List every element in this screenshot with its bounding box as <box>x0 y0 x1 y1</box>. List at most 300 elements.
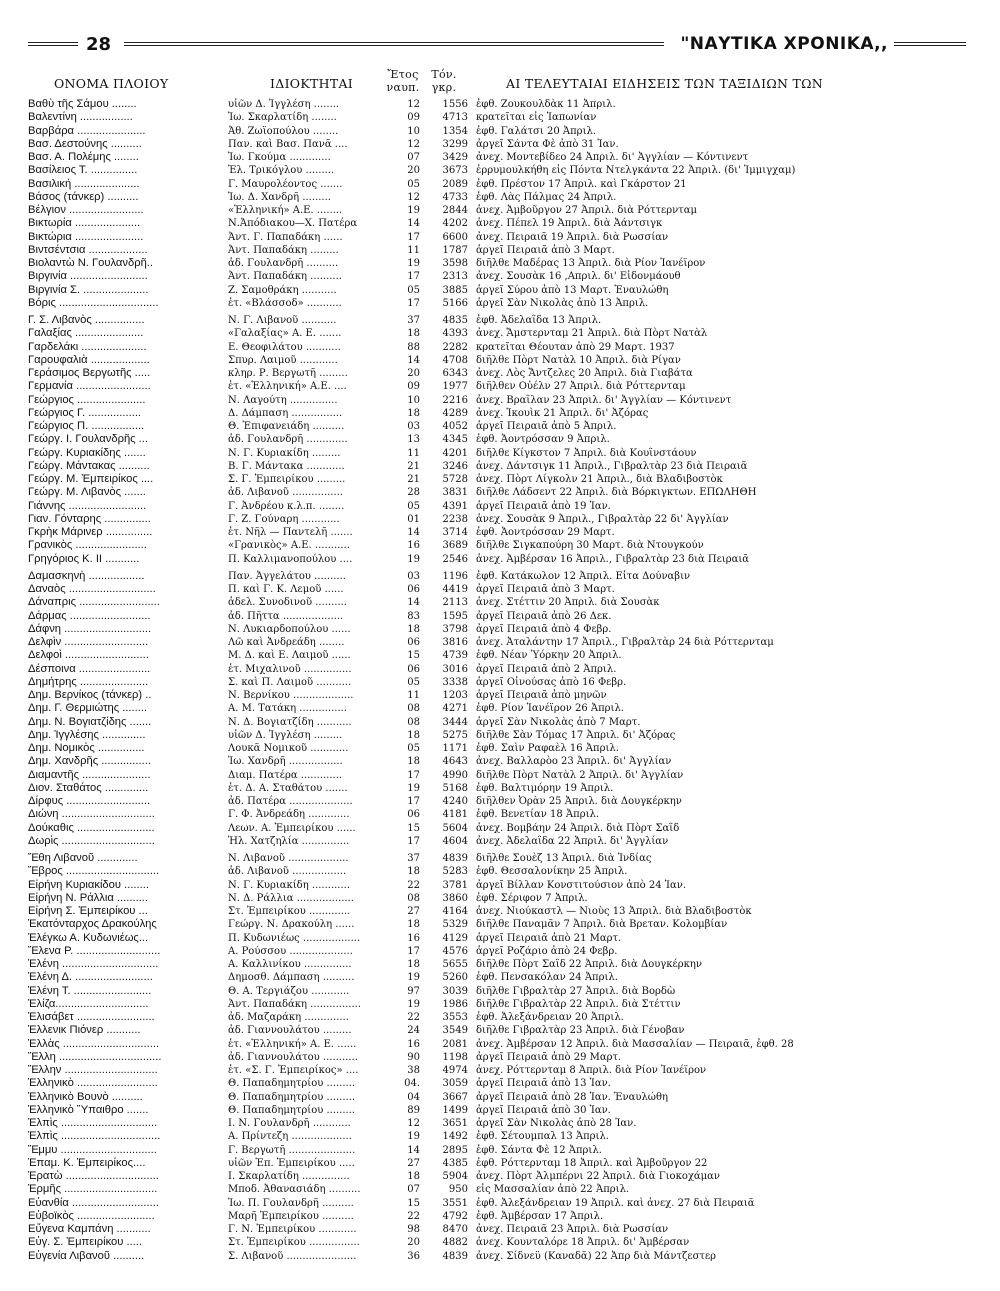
gross-tons: 4201 <box>442 447 468 459</box>
table-row <box>22 341 962 354</box>
voyage-news: ἀργεῖ Σὰν Νικολὰς ἀπὸ 13 Ἀπριλ. <box>476 297 649 309</box>
voyage-news: ἀνεχ. Ἰκουὶκ 21 Ἀπριλ. δι' Ἀζόρας <box>476 407 649 419</box>
table-row <box>22 460 962 473</box>
ship-name: Εὐγενία Λιβανοῦ .......... <box>28 1249 145 1262</box>
build-year: 06 <box>407 637 420 648</box>
build-year: 07 <box>407 152 420 163</box>
owner-name: Γ. Ζ. Γούναρη ............ <box>228 513 340 525</box>
gross-tons: 4713 <box>442 112 468 124</box>
column-header-tons <box>426 68 462 94</box>
owner-name: Μποδ. Ἀθανασιάδη .......... <box>228 1184 361 1196</box>
ship-name: Βασ. Δεστούνης .......... <box>28 137 142 150</box>
gross-tons: 4240 <box>442 796 468 807</box>
gross-tons: 2546 <box>442 553 468 565</box>
ship-name: Ἔθη Λιβανοῦ ............. <box>28 852 138 864</box>
voyage-news: ἀργεῖ Πειραιᾶ ἀπὸ 28 Ἰαν. Ἐναυλώθη <box>476 1091 668 1103</box>
voyage-news: ἐφθ. Κατάκωλον 12 Ἀπριλ. Εἶτα Δούναβιν <box>476 570 691 582</box>
owner-name: Ἰω. Σκαρλατίδη ........ <box>228 112 337 124</box>
owner-name: Λῶ καὶ Ἀνδρεάδη ........ <box>228 637 345 648</box>
ship-name: Ἑλληνικὸ Ὕπαιθρο ....... <box>28 1103 149 1116</box>
voyage-news: ἀνεχ. Ἀταλάντην 17 Ἀπριλ., Γιβραλτὰρ 24 διὰ Ρόττερνταμ <box>476 637 774 648</box>
owner-name: Ν.Ἀπόδιακου—Χ. Πατέρα <box>228 218 358 230</box>
build-year: 19 <box>407 553 420 565</box>
owner-name: Στ. Ἐμπειρίκου ............. <box>228 906 351 917</box>
gross-tons: 5728 <box>442 474 468 485</box>
build-year: 20 <box>407 1237 420 1249</box>
ship-name: Γιάννης ......................... <box>28 499 147 512</box>
gross-tons: 3667 <box>442 1091 468 1103</box>
table-row <box>22 663 962 676</box>
gross-tons: 2216 <box>442 394 468 406</box>
build-year: 17 <box>407 835 420 847</box>
build-year: 19 <box>407 258 420 269</box>
ship-name: Βιργινία ......................... <box>28 270 148 283</box>
build-year: 04. <box>404 1078 420 1090</box>
owner-name: Σπυρ. Λαιμοῦ ............ <box>228 354 338 366</box>
voyage-news: ἀνεχ. Ἀμβέρσαν 16 Ἀπριλ., Γιβραλτὰρ 23 διὰ Πειραιᾶ <box>476 553 750 565</box>
build-year: 27 <box>407 1157 420 1169</box>
voyage-news: ἀνεχ. Δάντσιγκ 11 Ἀπριλ., Γιβραλτὰρ 23 διὰ Πειραιᾶ <box>476 460 748 472</box>
gross-tons: 5283 <box>442 866 468 878</box>
ship-name: Ἔμμυ ............................... <box>28 1143 157 1156</box>
column-header-tons-line1: Τόν. <box>431 68 457 81</box>
table-row <box>22 98 962 111</box>
table-row <box>22 204 962 217</box>
table-row <box>22 394 962 407</box>
gross-tons: 4974 <box>442 1065 468 1076</box>
ship-name: Βέλγιον ........................ <box>28 204 144 216</box>
build-year: 20 <box>407 368 420 379</box>
build-year: 88 <box>407 341 420 353</box>
owner-name: υἱῶν Ἐπ. Ἐμπειρίκου ..... <box>228 1157 355 1169</box>
gross-tons: 3016 <box>442 663 468 675</box>
build-year: 20 <box>407 165 420 177</box>
build-year: 17 <box>407 297 420 309</box>
ship-name: Δάναπρις .......................... <box>28 596 160 609</box>
gross-tons: 2081 <box>442 1038 468 1050</box>
build-year: 12 <box>407 99 420 110</box>
gross-tons: 1499 <box>442 1104 468 1116</box>
build-year: 04 <box>407 1091 420 1103</box>
ship-name: Διαμαντῆς ...................... <box>28 768 151 781</box>
gross-tons: 3816 <box>442 637 468 648</box>
table-row <box>22 270 962 283</box>
owner-name: Β. Γ. Μάντακα ............ <box>228 460 345 472</box>
voyage-news: ἐφθ. Ἀμβέρσαν 17 Ἀπριλ. <box>476 1210 604 1222</box>
owner-name: υἱῶν Δ. Ἰγγλέση ........ <box>228 99 340 110</box>
voyage-news: ἀργεῖ Πειραιᾶ ἀπὸ 4 Φεβρ. <box>476 623 612 635</box>
table-row <box>22 327 962 340</box>
owner-name: Θ. Ἐπιφανειάδη .......... <box>228 421 345 432</box>
ship-name: Ἐλπὶς ............................... <box>28 1117 158 1129</box>
table-row <box>22 623 962 636</box>
voyage-news: ἀργεῖ Οἰνούσας ἀπὸ 16 Φεβρ. <box>476 676 627 688</box>
gross-tons: 4164 <box>442 906 468 917</box>
ship-name: Βασιλική ..................... <box>28 177 140 190</box>
ship-name: Εὐβοϊκὸς ......................... <box>28 1209 155 1222</box>
build-year: 17 <box>407 769 420 781</box>
gross-tons: 1492 <box>442 1131 468 1143</box>
magazine-title: "ΝΑΥΤΙΚΑ ΧΡΟΝΙΚΑ,, <box>674 34 894 54</box>
build-year: 17 <box>407 271 420 283</box>
owner-name: Δ. Δάμπαση ................ <box>228 407 343 419</box>
voyage-news: ἀργεῖ Πειραιᾶ ἀπὸ 5 Ἀπριλ. <box>476 421 617 432</box>
build-year: 17 <box>407 796 420 807</box>
voyage-news: ἐφθ. Ἀλεξάνδρειαν 20 Ἀπριλ. <box>476 1012 624 1023</box>
table-row <box>22 178 962 191</box>
voyage-news: διῆλθε Λάδσεντ 22 Ἀπριλ. διὰ Βόρκιγκτων. ΕΠΩΛΗΘΗ <box>476 487 757 499</box>
build-year: 18 <box>407 623 420 635</box>
table-row <box>22 473 962 486</box>
voyage-news: ἀργεῖ Πειραιᾶ ἀπὸ 13 Ἰαν. <box>476 1078 611 1090</box>
ship-name: Γρανικὸς ....................... <box>28 539 147 552</box>
build-year: 19 <box>407 782 420 794</box>
owner-name: ἑτ. «Ἑλληνική» Α.Ε. .... <box>228 381 347 393</box>
voyage-news: ἐφθ. Σαὶν Ραφαὲλ 16 Ἀπριλ. <box>476 743 619 754</box>
ship-name: Δημ. Ἰγγλέσης .............. <box>28 728 146 741</box>
build-year: 27 <box>407 906 420 917</box>
table-row <box>22 500 962 513</box>
voyage-news: ἀργεῖ Πειραιᾶ ἀπὸ 2 Ἀπριλ. <box>476 663 617 675</box>
voyage-news: ἐφθ. Γαλάτσι 20 Ἀπριλ. <box>476 125 596 137</box>
owner-name: Ν. Λυκιαρδοπούλου ...... <box>228 623 351 635</box>
gross-tons: 3714 <box>442 527 468 538</box>
build-year: 28 <box>407 487 420 499</box>
ship-name: Ἔλλη ................................. <box>28 1050 162 1063</box>
owner-name: Ν. Δ. Ράλλια .................. <box>228 892 354 904</box>
gross-tons: 5168 <box>442 782 468 794</box>
gross-tons: 1198 <box>442 1051 468 1063</box>
ship-name: Δημ. Νομικὸς ............... <box>28 742 145 754</box>
owner-name: Ἐλ. Τρικόγλου ......... <box>228 165 335 177</box>
voyage-news: ἀνεχ. Πέπελ 19 Ἀπριλ. διὰ Ἀάντσιγκ <box>476 218 663 230</box>
ship-name: Βασ. Α. Πολέμης ........ <box>28 151 139 163</box>
owner-name: Α. Πρίντεζη ................... <box>228 1131 352 1143</box>
gross-tons: 4792 <box>442 1210 468 1222</box>
voyage-news: ἀργεῖ Πειραιᾶ ἀπὸ 3 Μαρτ. <box>476 244 615 256</box>
page-header <box>22 30 972 64</box>
ship-name: Ἐλπὶς ................................ <box>28 1130 161 1143</box>
table-row <box>22 985 962 998</box>
ship-name: Βασίλειος Τ. ............... <box>28 164 138 177</box>
owner-name: ἀδ. Λιβανοῦ ................. <box>228 866 347 878</box>
build-year: 89 <box>407 1104 420 1116</box>
owner-name: Ν. Βερνίκου ................... <box>228 690 354 701</box>
ship-name: Δέσποινα ....................... <box>28 662 151 675</box>
gross-tons: 3553 <box>442 1012 468 1023</box>
ship-name: Δίρφυς ........................... <box>28 795 151 807</box>
build-year: 24 <box>407 1025 420 1037</box>
table-row <box>22 1051 962 1064</box>
gross-tons: 3551 <box>442 1197 468 1209</box>
voyage-news: κρατεῖται Θέουταν ἀπὸ 29 Μαρτ. 1937 <box>476 341 675 353</box>
gross-tons: 2113 <box>442 597 468 609</box>
voyage-news: διῆλθε Γιβραλτὰρ 22 Ἀπριλ. διὰ Στέττιν <box>476 998 681 1010</box>
gross-tons: 6343 <box>442 368 468 379</box>
table-row <box>22 716 962 729</box>
table-row <box>22 1117 962 1130</box>
table-row <box>22 1077 962 1090</box>
voyage-news: ἐρρυμουλκήθη εἰς Πόντα Ντελγκάντα 22 Ἀπριλ. (δι' Ἰμμιγχαμ) <box>476 165 796 177</box>
owner-name: Ν. Γ. Κυριακίδη ............ <box>228 879 351 891</box>
ship-name: Εἰρήνη Ν. Ράλλια .......... <box>28 891 149 904</box>
build-year: 18 <box>407 959 420 970</box>
build-year: 14 <box>407 527 420 538</box>
voyage-news: διῆλθεν Ὀρὰν 25 Ἀπριλ. διὰ Δουγκέρκην <box>476 796 682 807</box>
build-year: 19 <box>407 205 420 216</box>
table-row <box>22 945 962 958</box>
build-year: 18 <box>407 729 420 741</box>
gross-tons: 4739 <box>442 650 468 662</box>
gross-tons: 950 <box>448 1184 468 1196</box>
voyage-news: ἐφθ. Νέαν Ὑόρκην 20 Ἀπριλ. <box>476 650 622 662</box>
ship-name: Γεώργ. Ι. Γουλανδρῆς ... <box>28 433 149 446</box>
voyage-news: ἐφθ. Σέτουμπαλ 13 Ἀπριλ. <box>476 1131 609 1143</box>
voyage-news: ἐφθ. Ρόττερνταμ 18 Ἀπριλ. καὶ Ἀμβοῦργον 22 <box>476 1157 708 1169</box>
owner-name: Ι. Σκαρλατίδη ............... <box>228 1171 350 1182</box>
owner-name: Μ. Δ. καὶ Ε. Λαιμοῦ ...... <box>228 650 351 662</box>
owner-name: Παν. καὶ Βασ. Πανᾶ .... <box>228 138 348 150</box>
build-year: 98 <box>407 1224 420 1235</box>
build-year: 14 <box>407 597 420 609</box>
gross-tons: 4052 <box>442 421 468 432</box>
build-year: 08 <box>407 703 420 715</box>
voyage-news: κρατεῖται εἰς Ἰαπωνίαν <box>476 112 597 124</box>
voyage-news: ἐφθ. Πενσακόλαν 24 Ἀπριλ. <box>476 972 618 984</box>
ship-name: Δημ. Χανδρῆς ................ <box>28 755 151 768</box>
build-year: 14 <box>407 218 420 230</box>
table-row <box>22 852 962 865</box>
voyage-news: ἀνεχ. Ἀμβέρσαν 12 Ἀπριλ. διὰ Μασσαλίαν — Πειραιᾶ, ἐφθ. 28 <box>476 1038 794 1050</box>
owner-name: Ν. Λαγούτη ............... <box>228 394 338 406</box>
gross-tons: 4576 <box>442 945 468 957</box>
voyage-news: διῆλθε Σιγκαπούρη 30 Μαρτ. διὰ Ντουγκούν <box>476 540 704 552</box>
ship-name: Ἐρμῆς .............................. <box>28 1183 158 1196</box>
ship-name: Δάρμας .......................... <box>28 609 151 622</box>
voyage-news: ἀνεχ. Βομβάην 24 Ἀπριλ. διὰ Πὸρτ Σαΐδ <box>476 822 680 834</box>
build-year: 16 <box>407 932 420 944</box>
build-year: 16 <box>407 1038 420 1050</box>
ship-name: Ἐρατὼ .............................. <box>28 1170 159 1182</box>
column-header-ship: ΟΝΟΜΑ ΠΛΟΙΟΥ <box>54 76 169 91</box>
owner-name: Γ. Βεργωτῆ ..................... <box>228 1144 356 1156</box>
table-row <box>22 447 962 460</box>
voyage-news: ἐφθ. Ἀδελαΐδα 13 Ἀπριλ. <box>476 315 602 326</box>
table-row <box>22 486 962 499</box>
build-year: 10 <box>407 394 420 406</box>
gross-tons: 5904 <box>442 1171 468 1182</box>
ship-name: Γαρδελάκι ..................... <box>28 340 147 353</box>
build-year: 37 <box>407 853 420 864</box>
owner-name: ἑτ. «Ἑλληνική» Α. Ε. ...... <box>228 1038 357 1050</box>
voyage-news: ἀνεχ. Πειραιᾶ 19 Ἀπριλ. διὰ Ρωσσίαν <box>476 231 669 243</box>
table-row <box>22 217 962 230</box>
ship-name: Ἐπαμ. Κ. Ἐμπειρίκος.... <box>28 1156 146 1169</box>
ship-name: Γεώργ. Μ. Λιβανὸς ....... <box>28 486 146 499</box>
table-row <box>22 742 962 755</box>
build-year: 12 <box>407 191 420 203</box>
owner-name: Α. Καλλινίκου ............... <box>228 959 352 970</box>
voyage-news: ἀργεῖ Πειραιᾶ ἀπὸ 26 Δεκ. <box>476 610 612 622</box>
voyage-news: ἐφθ. Βαλτιμόρην 19 Ἀπριλ. <box>476 782 614 794</box>
table-row <box>22 822 962 835</box>
voyage-news: ἀνεχ. Βραΐλαν 23 Ἀπριλ. δι' Ἀγγλίαν — Κόντινεντ <box>476 394 732 406</box>
owner-name: Ἰω. Δ. Χανδρῆ ......... <box>228 191 331 203</box>
ship-name: Δαναὸς ............................ <box>28 583 156 595</box>
voyage-news: ἀνεχ. Σίδνεϋ (Καναδᾶ) 22 Ἀπρ διὰ Μάντζεστερ <box>476 1250 717 1262</box>
build-year: 01 <box>407 513 420 525</box>
table-row <box>22 138 962 151</box>
column-header-owner: ΙΔΙΟΚΤΗΤΑΙ <box>270 76 354 91</box>
build-year: 13 <box>407 434 420 446</box>
gross-tons: 1171 <box>442 743 468 754</box>
build-year: 37 <box>407 315 420 326</box>
gross-tons: 3338 <box>442 676 468 688</box>
owner-name: ἀδελ. Συνοδινοῦ .......... <box>228 597 347 609</box>
voyage-news: ἀργεῖ Βίλλαν Κονστιτούσιον ἀπὸ 24 Ἰαν. <box>476 879 686 891</box>
build-year: 18 <box>407 1171 420 1182</box>
owner-name: Σ. Γ. Ἐμπειρίκου ......... <box>228 474 346 485</box>
ship-name: Γεώργιος Π. ................. <box>28 420 145 432</box>
ship-name: Δημ. Βερνίκος (τάνκερ) .. <box>28 689 152 701</box>
voyage-news: ἀνεχ. Νιούκαστλ — Νιοὺς 13 Ἀπριλ. διὰ Βλαδιβοστὸκ <box>476 906 752 917</box>
build-year: 11 <box>407 244 420 256</box>
page-number: 28 <box>80 34 117 55</box>
table-row <box>22 932 962 945</box>
owner-name: ἀδ. Πῆττα ................... <box>228 610 344 622</box>
table-row <box>22 380 962 393</box>
ship-name: Δαμασκηνὴ .................. <box>28 569 145 582</box>
table-row <box>22 433 962 446</box>
gross-tons: 4643 <box>442 756 468 768</box>
gross-tons: 5275 <box>442 729 468 741</box>
ship-name: Ἔβρος .............................. <box>28 865 160 878</box>
table-row <box>22 865 962 878</box>
table-row <box>22 191 962 204</box>
table-row <box>22 1197 962 1210</box>
ship-name: Δημ. Ν. Βογιατζίδης ....... <box>28 715 152 728</box>
owner-name: Θ. Παπαδημητρίου ......... <box>228 1104 356 1116</box>
build-year: 15 <box>407 650 420 662</box>
owner-name: Ε. Θεοφιλάτου ........... <box>228 341 341 353</box>
ship-name: Ἑλένη Τ. ......................... <box>28 984 152 997</box>
gross-tons: 3651 <box>442 1118 468 1129</box>
build-year: 22 <box>407 879 420 891</box>
build-year: 06 <box>407 809 420 821</box>
gross-tons: 4385 <box>442 1157 468 1169</box>
build-year: 18 <box>407 328 420 340</box>
table-row <box>22 1064 962 1077</box>
gross-tons: 4181 <box>442 809 468 821</box>
ship-name: Δάφνη ............................ <box>28 622 152 635</box>
voyage-news: ἀργεῖ Ροζάριο ἀπὸ 24 Φεβρ. <box>476 945 618 957</box>
owner-name: Θ. Παπαδημητρίου ......... <box>228 1078 356 1090</box>
owner-name: Π. καὶ Γ. Κ. Λεμοῦ ...... <box>228 584 344 595</box>
owner-name: Γ. Ν. Ἐμπειρίκου ............ <box>228 1224 357 1235</box>
ship-name: Βικτώρια ...................... <box>28 230 144 243</box>
build-year: 17 <box>407 945 420 957</box>
owner-name: Στ. Ἐμπειρίκου ................ <box>228 1237 360 1249</box>
ship-name: Εἰρήνη Σ. Ἐμπειρίκου ... <box>28 905 148 917</box>
build-year: 22 <box>407 1012 420 1023</box>
ship-name: Ἑλληνικὸ .......................... <box>28 1077 158 1090</box>
gross-tons: 4393 <box>442 328 468 340</box>
voyage-news: ἀνεχ. Σουσὰκ 9 Ἀπριλ., Γιβραλτὰρ 22 δι' Ἀγγλίαν <box>476 513 729 525</box>
build-year: 05 <box>407 284 420 296</box>
owner-name: Σ. Λιβανοῦ ...................... <box>228 1250 357 1262</box>
ship-name: Γκρὴκ Μάρινερ ............... <box>28 526 153 538</box>
table-row <box>22 649 962 662</box>
build-year: 03 <box>407 570 420 582</box>
ship-name: Βαρβάρα ...................... <box>28 124 146 137</box>
table-row <box>22 971 962 984</box>
voyage-news: ἀργεῖ Πειραιᾶ ἀπὸ 3 Μαρτ. <box>476 584 615 595</box>
gross-tons: 1595 <box>442 610 468 622</box>
gross-tons: 2282 <box>442 341 468 353</box>
gross-tons: 3444 <box>442 716 468 728</box>
build-year: 11 <box>407 690 420 701</box>
ship-name: Ἔλλην .............................. <box>28 1064 158 1076</box>
build-year: 90 <box>407 1051 420 1063</box>
voyage-news: ἀνεχ. Στέττιν 20 Ἀπριλ. διὰ Σουσὰκ <box>476 597 660 609</box>
build-year: 38 <box>407 1065 420 1076</box>
owner-name: Γ. Φ. Ἀνδρεάδη ............. <box>228 809 350 821</box>
header-rule-middle <box>124 42 664 46</box>
owner-name: «Ἑλληνική» Α.Ε. ........ <box>228 205 343 216</box>
table-row <box>22 596 962 609</box>
ship-name: Ἑλληνικὸ Βουνὸ .......... <box>28 1090 143 1103</box>
owner-name: Ι. Ν. Γουλανδρῆ ............ <box>228 1118 351 1129</box>
table-row <box>22 297 962 310</box>
table-row <box>22 539 962 552</box>
table-row <box>22 367 962 380</box>
gross-tons: 3246 <box>442 460 468 472</box>
build-year: 11 <box>407 447 420 459</box>
owner-name: Ἰω. Π. Γουλανδρῆ .......... <box>228 1197 354 1209</box>
ship-name: Γεώργιος ...................... <box>28 393 146 406</box>
voyage-news: διῆλθε Κίγκστον 7 Ἀπριλ. διὰ Κουΐνστάουν <box>476 447 697 459</box>
build-year: 05 <box>407 178 420 190</box>
owner-name: Ἀντ. Παπαδάκη ................ <box>228 998 362 1010</box>
table-row <box>22 1236 962 1249</box>
table-row <box>22 284 962 297</box>
voyage-news: ἐφθ. Ἀλεξάνδρειαν 19 Ἀπριλ. καὶ ἀνεχ. 27 διὰ Πειραιᾶ <box>476 1197 755 1209</box>
build-year: 21 <box>407 474 420 485</box>
gross-tons: 5655 <box>442 959 468 970</box>
owner-name: κληρ. Ρ. Βεργωτῆ ......... <box>228 368 348 379</box>
owner-name: Μαρῆ Ἐμπειρίκου .......... <box>228 1210 354 1222</box>
owner-name: ἑτ. «Σ. Γ. Ἐμπειρίκος» .... <box>228 1065 359 1076</box>
voyage-news: ἀνεχ. Πὸρτ Ἀλμπέρνι 22 Ἀπριλ. διὰ Γιοκοχάμαν <box>476 1171 720 1182</box>
voyage-news: ἀνεχ. Πὸρτ Λίγκολν 21 Ἀπριλ., διὰ Βλαδιβοστὸκ <box>476 474 723 485</box>
header-rule-left <box>28 42 78 46</box>
build-year: 18 <box>407 919 420 931</box>
table-row <box>22 755 962 768</box>
build-year: 18 <box>407 407 420 419</box>
column-header-tons-line2: γκρ. <box>431 81 457 94</box>
voyage-news: ἀνεχ. Πειραιᾶ 23 Ἀπριλ. διὰ Ρωσσίαν <box>476 1224 669 1235</box>
owner-name: Ν. Δ. Βογιατζίδη ........... <box>228 716 352 728</box>
gross-tons: 4882 <box>442 1237 468 1249</box>
table-row <box>22 610 962 623</box>
owner-name: Θ. Παπαδημητρίου ......... <box>228 1091 356 1103</box>
table-row <box>22 879 962 892</box>
table-row <box>22 420 962 433</box>
ship-name: Γιαν. Γόνταρης ............... <box>28 512 151 525</box>
owner-name: Α. Μ. Τατάκη ............... <box>228 703 347 715</box>
ship-name: Δημ. Γ. Θερμιώτης ........ <box>28 702 148 715</box>
build-year: 21 <box>407 460 420 472</box>
